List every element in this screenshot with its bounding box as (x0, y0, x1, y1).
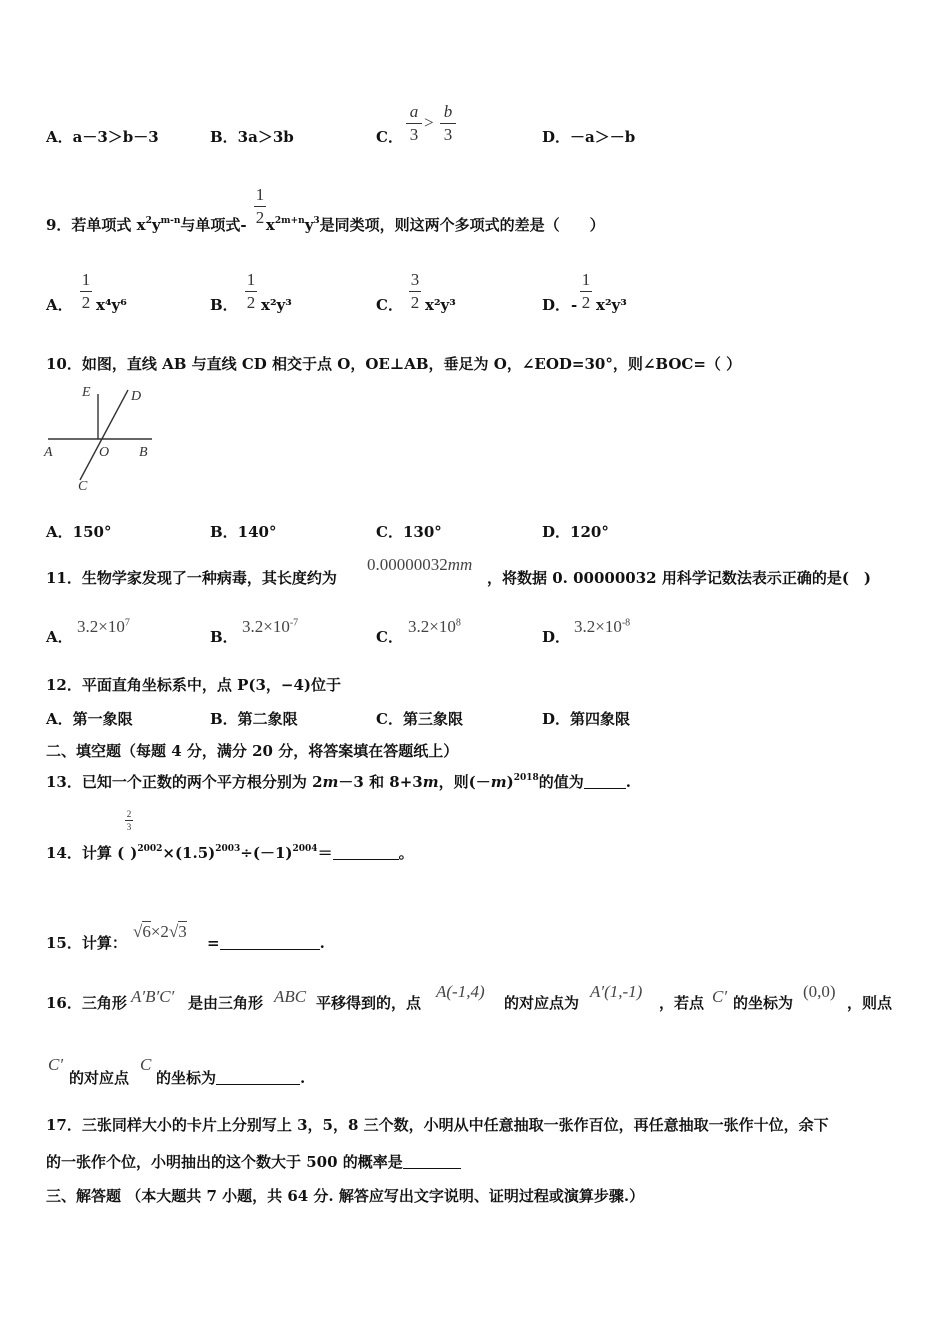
fraction-two-thirds: 2 3 (126, 809, 132, 832)
option-c-q9-label: C． (376, 296, 403, 314)
option-b-q9-term: x²y³ (261, 296, 292, 314)
question-16-t9: 的坐标为 . (156, 1069, 306, 1087)
option-a-q8: A．a－3＞b－3 (46, 128, 159, 146)
option-b-q12: B．第二象限 (210, 710, 298, 728)
option-d-q9-sign: - (571, 296, 578, 314)
label-o: O (99, 445, 110, 460)
question-17-line2: 的一张作个位，小明抽出的这个数大于 500 的概率是 (46, 1152, 461, 1172)
origin-coordinates: (0,0) (803, 982, 836, 1001)
question-10-text: 10．如图，直线 AB 与直线 CD 相交于点 O，OE⊥AB，垂足为 O，∠EOD=30°，则∠BOC=（ ） (46, 355, 742, 373)
option-b-q11-label: B． (210, 628, 238, 646)
option-d-q11-value: $3.2\times 10^{-8}$ (574, 617, 631, 636)
option-c-q11-value: $3.2\times 10^8$ (408, 617, 461, 636)
option-d-q9-label: D． (542, 296, 571, 314)
option-c-q9-fraction: 3 2 (410, 270, 420, 312)
intersecting-lines-figure (42, 380, 162, 495)
option-b-q9-label: B． (210, 296, 238, 314)
question-16-t7: ，则点 (847, 994, 893, 1012)
option-d-q8: D．－a＞－b (542, 128, 636, 146)
option-c-q12: C．第三象限 (376, 710, 463, 728)
answer-blank-15 (220, 949, 320, 950)
option-b-q8: B．3a＞3b (210, 128, 294, 146)
option-c-q11-label: C． (376, 628, 403, 646)
question-11-text-end: ，将数据 0. 00000032 用科学记数法表示正确的是( ) (487, 569, 872, 587)
option-d-q12: D．第四象限 (542, 710, 631, 728)
section-3-heading: 三、解答题 （本大题共 7 小题，共 64 分. 解答应写出文字说明、证明过程或演算步骤.） (46, 1187, 645, 1205)
question-15-answer: = . (207, 934, 325, 952)
fraction-a-over-3: a 3 (406, 103, 422, 144)
point-c-prime: C′ (712, 987, 728, 1006)
label-c: C (78, 479, 88, 494)
question-9-text: 9．若单项式 $x^2y^{m-n}$与单项式- $x^{2m+n}y^3$是同类项，则这两个多项式的差是（ ） (46, 216, 605, 234)
question-12-text: 12．平面直角坐标系中，点 P(3，−4)位于 (46, 676, 342, 694)
label-e: E (82, 385, 91, 400)
greater-than-sign: > (424, 113, 434, 132)
question-14-text: 14．计算 ( )$^{2002}\times(1.5)^{2003}\div(-1)^{2004}=$ 。 (46, 844, 414, 862)
answer-blank-17 (403, 1168, 461, 1169)
question-16-t1: 16．三角形 (46, 994, 127, 1012)
question-15-label: 15．计算： (46, 934, 127, 952)
question-16-t2: 是由三角形 (188, 994, 264, 1012)
line-cd (80, 390, 128, 480)
question-16-t5: ，若点 (659, 994, 705, 1012)
option-a-q9-term: x⁴y⁶ (96, 296, 127, 314)
label-a: A (44, 445, 53, 460)
option-b-q9-fraction: 1 2 (246, 270, 256, 312)
option-a-q11-value: $3.2\times 10^7$ (77, 617, 130, 636)
option-a-q9-fraction: 1 2 (81, 270, 91, 312)
option-a-q9-label: A． (46, 296, 73, 314)
question-16-t3: 平移得到的，点 (316, 994, 422, 1012)
question-16-t8: 的对应点 (69, 1069, 130, 1087)
fraction-half-q9: 1 2 (255, 185, 265, 227)
option-d-q11-label: D． (542, 628, 571, 646)
label-b: B (139, 445, 148, 460)
label-d: D (131, 389, 142, 404)
option-c-q10: C．130° (376, 523, 442, 541)
answer-blank-16 (216, 1084, 300, 1085)
option-b-q10: B．140° (210, 523, 277, 541)
answer-blank-13 (584, 788, 626, 789)
triangle-a-prime: A′B′C′ (131, 987, 175, 1006)
triangle-abc: ABC (274, 987, 307, 1006)
option-b-q11-value: $3.2\times 10^{-7}$ (242, 617, 299, 636)
option-c-q9-term: x²y³ (425, 296, 456, 314)
point-a: A(-1,4) (436, 982, 485, 1001)
point-a-prime: A′(1,-1) (590, 982, 643, 1001)
sqrt-expression: √6×2√3 (133, 922, 187, 941)
option-a-q12: A．第一象限 (46, 710, 133, 728)
option-d-q10: D．120° (542, 523, 609, 541)
question-13-text: 13．已知一个正数的两个平方根分别为 2m－3 和 8+3m，则$(-m)^{2018}$的值为 . (46, 773, 632, 791)
answer-blank-14 (333, 859, 399, 860)
question-16-t4: 的对应点为 (504, 994, 580, 1012)
option-c-q8-label: C． (376, 128, 403, 146)
section-2-heading: 二、填空题（每题 4 分，满分 20 分，将答案填在答题纸上） (46, 742, 459, 760)
option-d-q9-fraction: 1 2 (581, 270, 591, 312)
option-a-q11-label: A． (46, 628, 73, 646)
fraction-b-over-3: b 3 (440, 103, 456, 144)
question-17-line1: 17．三张同样大小的卡片上分别写上 3，5，8 三个数，小明从中任意抽取一张作百位，再任意抽取一张作十位，余下 (46, 1116, 829, 1134)
point-c-prime-2: C′ (48, 1055, 64, 1074)
question-11-text-start: 11．生物学家发现了一种病毒，其长度约为 (46, 569, 337, 587)
option-d-q9-term: x²y³ (596, 296, 627, 314)
option-a-q10: A．150° (46, 523, 112, 541)
question-16-t6: 的坐标为 (733, 994, 794, 1012)
virus-length: 0.00000032mm (367, 555, 473, 574)
point-c: C (140, 1055, 152, 1074)
